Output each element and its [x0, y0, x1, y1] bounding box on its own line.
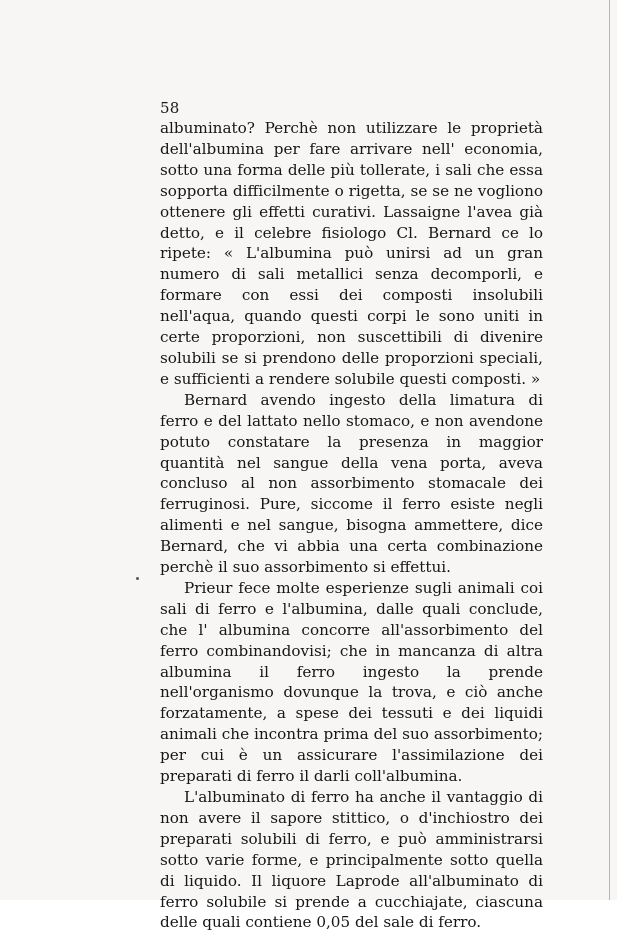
page-gutter-edge — [609, 0, 610, 900]
paragraph-4: L'albuminato di ferro ha anche il vantaggio di non avere il sapore stittico, o d'inchiostro dei preparati solubili di ferro, e può amministrarsi sotto varie forme, e principalmente sotto quella di liquido. Il liquore Laprode all'albuminato di ferro solubile si prende a cucchiajate, ciascuna delle quali contiene 0,05 del sale di ferro. — [160, 788, 543, 932]
paragraph-1: albuminato? Perchè non utilizzare le proprietà dell'albumina per fare arrivare nell' economia, sotto una forma delle più tollerate, i sali che essa sopporta difficilmente o rigetta, se se ne vogliono ottenere gli effetti curativi. Lassaigne l'avea già detto, e il celebre fisiologo Cl. Bernard ce lo ripete: « L'albumina può unirsi ad un gran numero di sali metallici senza decomporli, e formare con essi dei composti insolubili nell'aqua, quando questi corpi le sono uniti in certe proporzioni, non suscettibili di divenire solubili se si prendono delle proporzioni speciali, e sufficienti a rendere solubile questi composti. » — [160, 119, 543, 388]
paragraph-3: Prieur fece molte esperienze sugli animali coi sali di ferro e l'albumina, dalle quali conclude, che l' albumina concorre all'assorbimento del ferro combinandovisi; che in mancanza di altra albumina il ferro ingesto la prende nell'organismo dovunque la trova, e ciò anche forzatamente, a spese dei tessuti e dei liquidi animali che incontra prima del suo assorbimento; per cui è un assicurare l'assimilazione dei preparati di ferro il darli coll'albumina. — [160, 578, 543, 786]
page-number: 58 — [160, 99, 180, 117]
body-text — [160, 118, 543, 933]
paragraph-2: Bernard avendo ingesto della limatura di ferro e del lattato nello stomaco, e non avendone potuto constatare la presenza in maggior quantità nel sangue della vena porta, aveva concluso al non assorbimento stomacale dei ferruginosi. Pure, siccome il ferro esiste negli alimenti e nel sangue, bisogna ammettere, dice Bernard, che vi abbia una certa combinazione perchè il suo assorbimento si effettui. — [160, 390, 543, 577]
margin-speck — [136, 577, 139, 580]
